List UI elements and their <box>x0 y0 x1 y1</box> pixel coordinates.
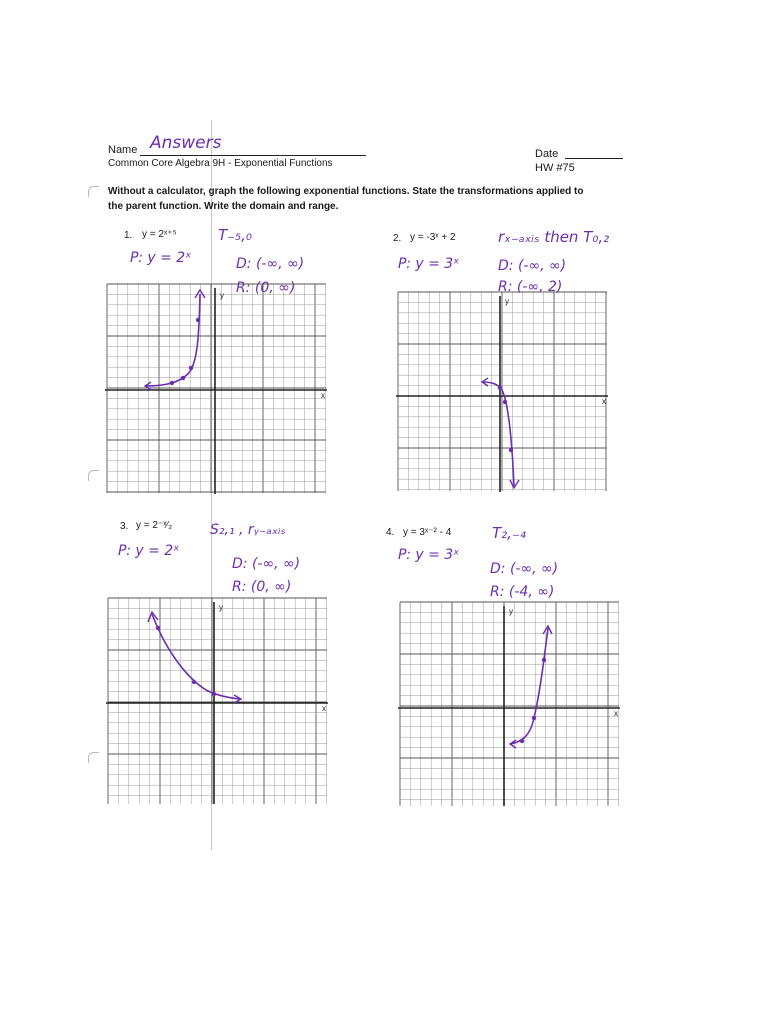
y-axis-label: y <box>509 607 513 616</box>
problem-4-domain: D: (-∞, ∞) <box>490 561 559 577</box>
graph-3 <box>106 596 331 808</box>
problem-1-parent: P: y = 2ˣ <box>130 250 192 266</box>
graph-4-canvas <box>398 600 623 810</box>
graph-1-curve <box>145 294 200 386</box>
problem-2-range: R: (-∞, 2) <box>498 279 563 295</box>
graph-1-point <box>181 376 185 380</box>
date-underline <box>565 158 623 159</box>
problem-3-domain: D: (-∞, ∞) <box>232 556 301 572</box>
problem-3-range: R: (0, ∞) <box>232 579 292 595</box>
graph-1-canvas <box>105 282 330 497</box>
graph-1 <box>105 282 330 497</box>
graph-4 <box>398 600 623 810</box>
punch-mark <box>88 752 99 763</box>
graph-4-point <box>532 716 536 720</box>
x-axis-label: x <box>602 397 606 406</box>
homework-number: HW #75 <box>535 162 575 174</box>
graph-1-point <box>170 381 174 385</box>
problem-1-domain: D: (-∞, ∞) <box>236 256 305 272</box>
graph-3-point <box>192 680 196 684</box>
y-axis-label: y <box>505 297 509 306</box>
punch-mark <box>88 470 99 481</box>
graph-2-point <box>503 400 507 404</box>
x-axis-label: x <box>321 391 325 400</box>
graph-3-grid <box>108 598 327 804</box>
graph-2-canvas <box>396 290 611 495</box>
problem-4-parent: P: y = 3ˣ <box>398 547 460 563</box>
name-underline <box>140 155 366 156</box>
graph-4-grid <box>400 602 619 806</box>
name-value: Answers <box>150 133 222 153</box>
problem-2-domain: D: (-∞, ∞) <box>498 258 567 274</box>
x-axis-label: x <box>322 704 326 713</box>
problem-2-parent: P: y = 3ˣ <box>398 256 460 272</box>
problem-2-transform: rₓ₋ₐₓᵢₛ then T₀,₂ <box>498 228 610 246</box>
problem-1-transform: T₋₅,₀ <box>218 226 252 244</box>
punch-mark <box>88 186 99 197</box>
problem-4-number: 4. <box>386 527 395 538</box>
instructions-line-2: the parent function. Write the domain and range. <box>108 201 339 212</box>
course-title: Common Core Algebra 9H - Exponential Functions <box>108 158 333 169</box>
problem-2-equation: y = -3ˣ + 2 <box>410 232 456 243</box>
graph-4-point <box>542 658 546 662</box>
graph-2-point <box>509 448 513 452</box>
graph-2-point <box>498 386 502 390</box>
y-axis-label: y <box>219 603 223 612</box>
graph-1-grid <box>107 284 326 493</box>
date-label: Date <box>535 148 559 160</box>
problem-1-equation: y = 2ˣ⁺⁵ <box>142 229 177 240</box>
problem-3-number: 3. <box>120 521 129 532</box>
problem-1-range: R: (0, ∞) <box>236 280 296 296</box>
graph-3-curve <box>152 614 240 699</box>
graph-1-point <box>189 366 193 370</box>
graph-3-canvas <box>106 596 331 808</box>
graph-1-point <box>196 318 200 322</box>
instructions-line-1: Without a calculator, graph the following exponential functions. State the transformations applied to <box>108 186 584 197</box>
problem-2-number: 2. <box>393 233 402 244</box>
problem-4-range: R: (-4, ∞) <box>490 584 555 600</box>
name-label: Name <box>108 144 138 156</box>
x-axis-label: x <box>614 709 618 718</box>
graph-2 <box>396 290 611 495</box>
problem-3-equation: y = 2⁻ˣ⁄₂ <box>136 520 173 531</box>
graph-3-point <box>156 626 160 630</box>
graph-4-point <box>520 739 524 743</box>
problem-4-transform: T₂,₋₄ <box>492 524 526 542</box>
y-axis-label: y <box>220 291 224 300</box>
problem-1-number: 1. <box>124 230 133 241</box>
problem-3-transform: S₂,₁ , rᵧ₋ₐₓᵢₛ <box>210 522 286 538</box>
problem-3-parent: P: y = 2ˣ <box>118 543 180 559</box>
graph-3-point <box>212 692 216 696</box>
graph-2-curve <box>482 382 514 486</box>
problem-4-equation: y = 3ˣ⁻² - 4 <box>403 527 452 538</box>
